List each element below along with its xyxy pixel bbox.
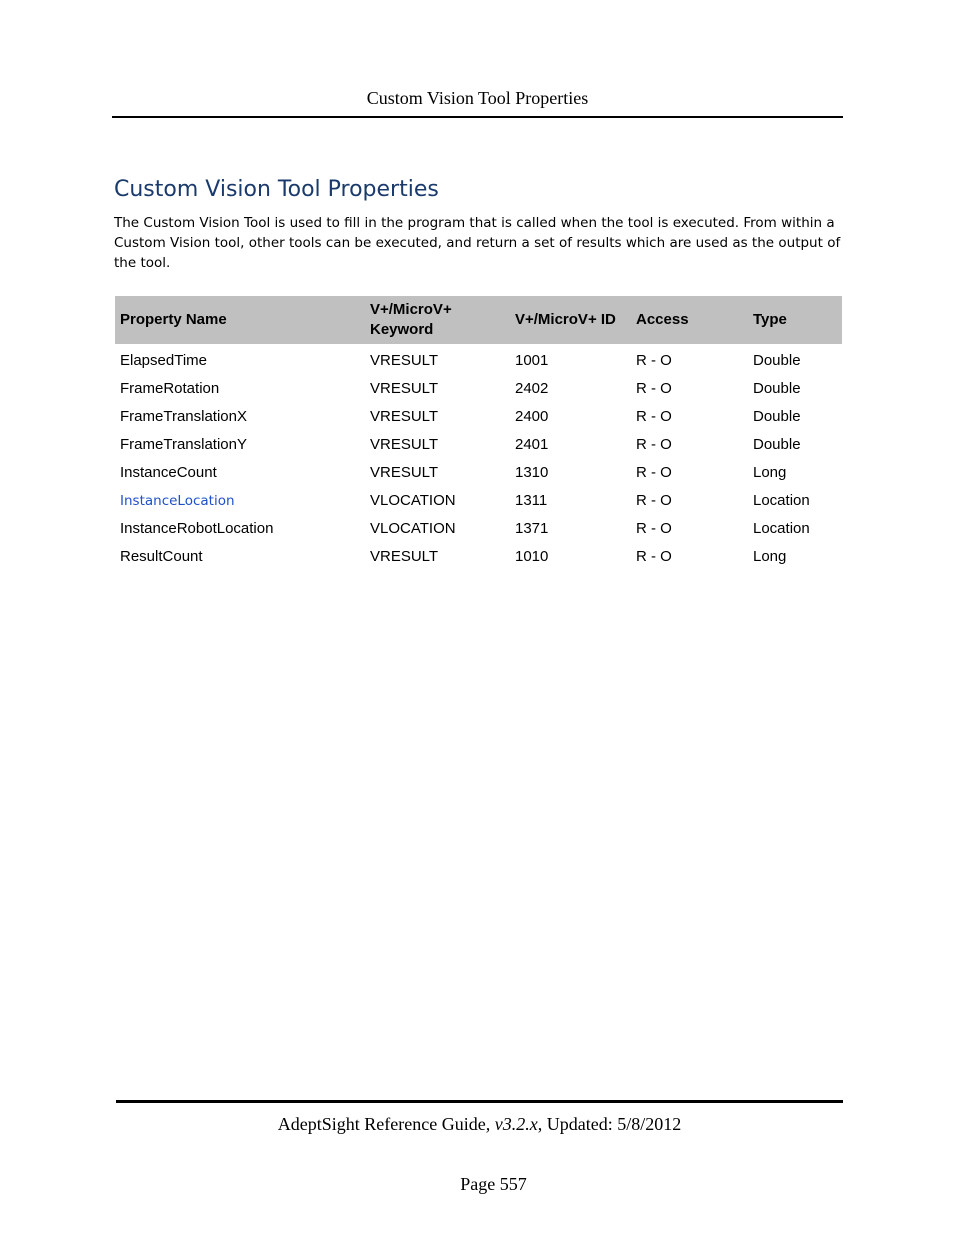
cell-keyword: VRESULT [370, 407, 439, 425]
footer-version: , v3.2.x [485, 1114, 538, 1134]
cell-id: 1311 [515, 491, 548, 509]
cell-access: R - O [636, 463, 672, 481]
header-keyword-line2: Keyword [370, 321, 434, 338]
cell-type: Long [753, 463, 787, 481]
instance-location-link[interactable]: InstanceLocation [120, 492, 235, 509]
intro-paragraph: The Custom Vision Tool is used to fill in the program that is called when the tool is executed. From within a Custom Vision tool, other tools can be executed, and return a set of results which are used as the output of the tool. [114, 215, 841, 271]
cell-type: Location [753, 491, 810, 509]
cell-name: FrameTranslationX [120, 407, 247, 425]
cell-name: InstanceCount [120, 463, 217, 481]
cell-type: Double [753, 379, 801, 397]
cell-keyword: VRESULT [370, 379, 439, 397]
cell-name: InstanceRobotLocation [120, 519, 274, 537]
header-keyword-line1: V+/MicroV+ [370, 301, 452, 318]
properties-table [115, 296, 842, 570]
cell-keyword: VRESULT [370, 351, 439, 369]
footer-rule [116, 1100, 843, 1103]
cell-type: Long [753, 547, 787, 565]
cell-type: Double [753, 435, 801, 453]
page-title: Custom Vision Tool Properties [114, 177, 439, 202]
cell-id: 2402 [515, 379, 549, 397]
cell-name: FrameRotation [120, 379, 220, 397]
cell-id: 1371 [515, 519, 549, 537]
footer-guide-line [116, 1112, 843, 1136]
cell-name: FrameTranslationY [120, 435, 247, 453]
cell-keyword: VLOCATION [370, 491, 456, 509]
cell-type: Double [753, 351, 801, 369]
cell-type: Double [753, 407, 801, 425]
cell-id: 1001 [515, 351, 549, 369]
cell-access: R - O [636, 407, 672, 425]
table-row [115, 542, 842, 570]
cell-type: Location [753, 519, 810, 537]
header-keyword [365, 296, 510, 344]
table-row [115, 344, 842, 374]
cell-access: R - O [636, 435, 672, 453]
header-id: V+/MicroV+ ID [510, 296, 631, 344]
cell-name: ElapsedTime [120, 351, 207, 369]
table-row [115, 458, 842, 486]
table-row [115, 374, 842, 402]
page-number: Page 557 [460, 1174, 527, 1194]
footer-guide-name: AdeptSight Reference Guide [277, 1114, 486, 1134]
cell-keyword: VRESULT [370, 463, 439, 481]
cell-access: R - O [636, 491, 672, 509]
table-row [115, 430, 842, 458]
cell-access: R - O [636, 379, 672, 397]
cell-keyword: VRESULT [370, 435, 439, 453]
cell-id: 1310 [515, 463, 549, 481]
cell-keyword: VLOCATION [370, 519, 456, 537]
cell-access: R - O [636, 351, 672, 369]
header-access: Access [631, 296, 748, 344]
cell-id: 1010 [515, 547, 549, 565]
cell-access: R - O [636, 519, 672, 537]
table-header-row [115, 296, 842, 344]
header-type: Type [748, 296, 842, 344]
cell-id: 2401 [515, 435, 549, 453]
running-header: Custom Vision Tool Properties [366, 88, 589, 108]
table-row [115, 514, 842, 542]
table-row [115, 402, 842, 430]
cell-name: ResultCount [120, 547, 203, 565]
header-property-name: Property Name [115, 296, 365, 344]
footer-updated: , Updated: 5/8/2012 [537, 1114, 682, 1134]
cell-keyword: VRESULT [370, 547, 439, 565]
header-rule [112, 116, 843, 118]
cell-access: R - O [636, 547, 672, 565]
cell-id: 2400 [515, 407, 549, 425]
cell-name [115, 486, 365, 514]
table-row [115, 486, 842, 514]
